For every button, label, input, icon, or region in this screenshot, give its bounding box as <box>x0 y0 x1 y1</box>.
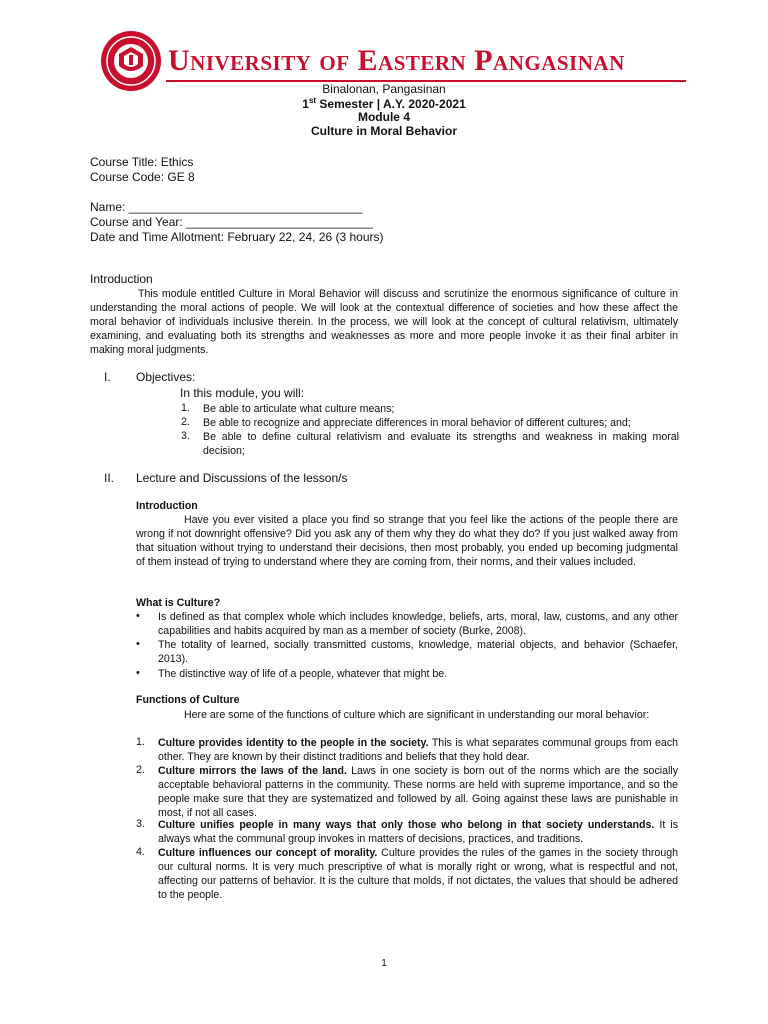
function-number: 3. <box>136 818 145 830</box>
function-number: 1. <box>136 736 145 748</box>
objective-number: 1. <box>181 402 190 414</box>
introduction-heading: Introduction <box>90 272 153 286</box>
objective-item: Be able to recognize and appreciate differences in moral behavior of different cultures; and; <box>203 417 631 429</box>
course-year-field: Course and Year: ____________________________ <box>90 215 373 229</box>
function-item: Culture mirrors the laws of the land. Laws in one society is born out of the norms which are the socially acceptable behavioral patterns in the community. These norms are held with supreme importance, and so the people make sure that they are systematized and followed by all. Going against these laws are punishable in most, if not all cases. <box>158 765 678 819</box>
objectives-lead: In this module, you will: <box>180 386 305 400</box>
functions-heading: Functions of Culture <box>136 694 240 706</box>
culture-definition-item: Is defined as that complex whole which includes knowledge, beliefs, arts, moral, law, customs, and any other capabilities and habits acquired by man as a member of society (Burke, 2008). <box>158 611 678 637</box>
lecture-intro-heading: Introduction <box>136 500 198 512</box>
function-item: Culture provides identity to the people in the society. This is what separates communal groups from each other. They are known by their distinct traditions and beliefs that they hold dear. <box>158 737 679 763</box>
module-line: Module 4 <box>357 110 410 124</box>
date-allotment: Date and Time Allotment: February 22, 24, 26 (3 hours) <box>90 230 384 244</box>
university-name: University of Eastern Pangasinan <box>168 44 625 77</box>
function-number: 2. <box>136 764 145 776</box>
name-field: Name: ___________________________________ <box>90 200 363 214</box>
page-number: 1 <box>381 958 387 969</box>
bullet-icon: • <box>136 667 140 679</box>
module-title: Culture in Moral Behavior <box>310 124 458 138</box>
culture-definition-item: The distinctive way of life of a people, whatever that might be. <box>158 668 448 680</box>
lecture-numeral: II. <box>104 471 115 485</box>
objective-number: 3. <box>181 430 190 442</box>
objective-item: Be able to articulate what culture means; <box>203 403 395 415</box>
bullet-icon: • <box>136 638 140 650</box>
function-number: 4. <box>136 846 145 858</box>
objective-item: Be able to define cultural relativism and evaluate its strengths and weakness in making moral decision; <box>203 431 679 457</box>
course-code: Course Code: GE 8 <box>90 170 195 184</box>
culture-definition-item: The totality of learned, socially transmitted customs, knowledge, material objects, and behavior (Schaefer, 2013). <box>158 639 678 665</box>
course-title: Course Title: Ethics <box>90 155 194 169</box>
functions-intro: Here are some of the functions of culture which are significant in understanding our moral behavior: <box>184 709 650 721</box>
objective-number: 2. <box>181 416 190 428</box>
what-is-culture-heading: What is Culture? <box>136 597 221 609</box>
objectives-heading: Objectives: <box>136 370 196 384</box>
function-item: Culture influences our concept of morality. Culture provides the rules of the games in the society through our cultural norms. It is very much prescriptive of what is morally right or wrong, what is respectful and not, affecting our patterns of behavior. It is the culture that molds, if not dictates, the values that should be adhered to the people. <box>158 847 678 901</box>
objectives-numeral: I. <box>104 370 111 384</box>
location-line: Binalonan, Pangasinan <box>322 82 446 96</box>
introduction-paragraph: This module entitled Culture in Moral Behavior will discuss and scrutinize the enormous significance of culture in understanding the moral actions of people. We will look at the contextual difference of societies and how these affect the moral behavior of individuals inclusive therein. In the process, we will look at the concept of cultural relativism, ultimately examining, and evaluating both its strengths and weaknesses as more and more people invoke it as their final arbiter in making moral judgments. <box>90 288 678 356</box>
lecture-intro-paragraph: Have you ever visited a place you find so strange that you feel like the actions of the people there are wrong if not downright offensive? Did you ask any of them why they do what they do? If you just walked away from that situation without trying to understand their decisions, then most probably, you ended up becoming judgmental of them instead of trying to understand where they are coming from, their norms, and their values included. <box>136 514 678 568</box>
function-item: Culture unifies people in many ways that only those who belong in that society understands. It is always what the communal group invokes in matters of decisions, practices, and traditions. <box>158 819 678 845</box>
bullet-icon: • <box>136 610 140 622</box>
lecture-heading: Lecture and Discussions of the lesson/s <box>136 471 348 485</box>
semester-line: 1st Semester | A.Y. 2020-2021 <box>302 96 466 111</box>
